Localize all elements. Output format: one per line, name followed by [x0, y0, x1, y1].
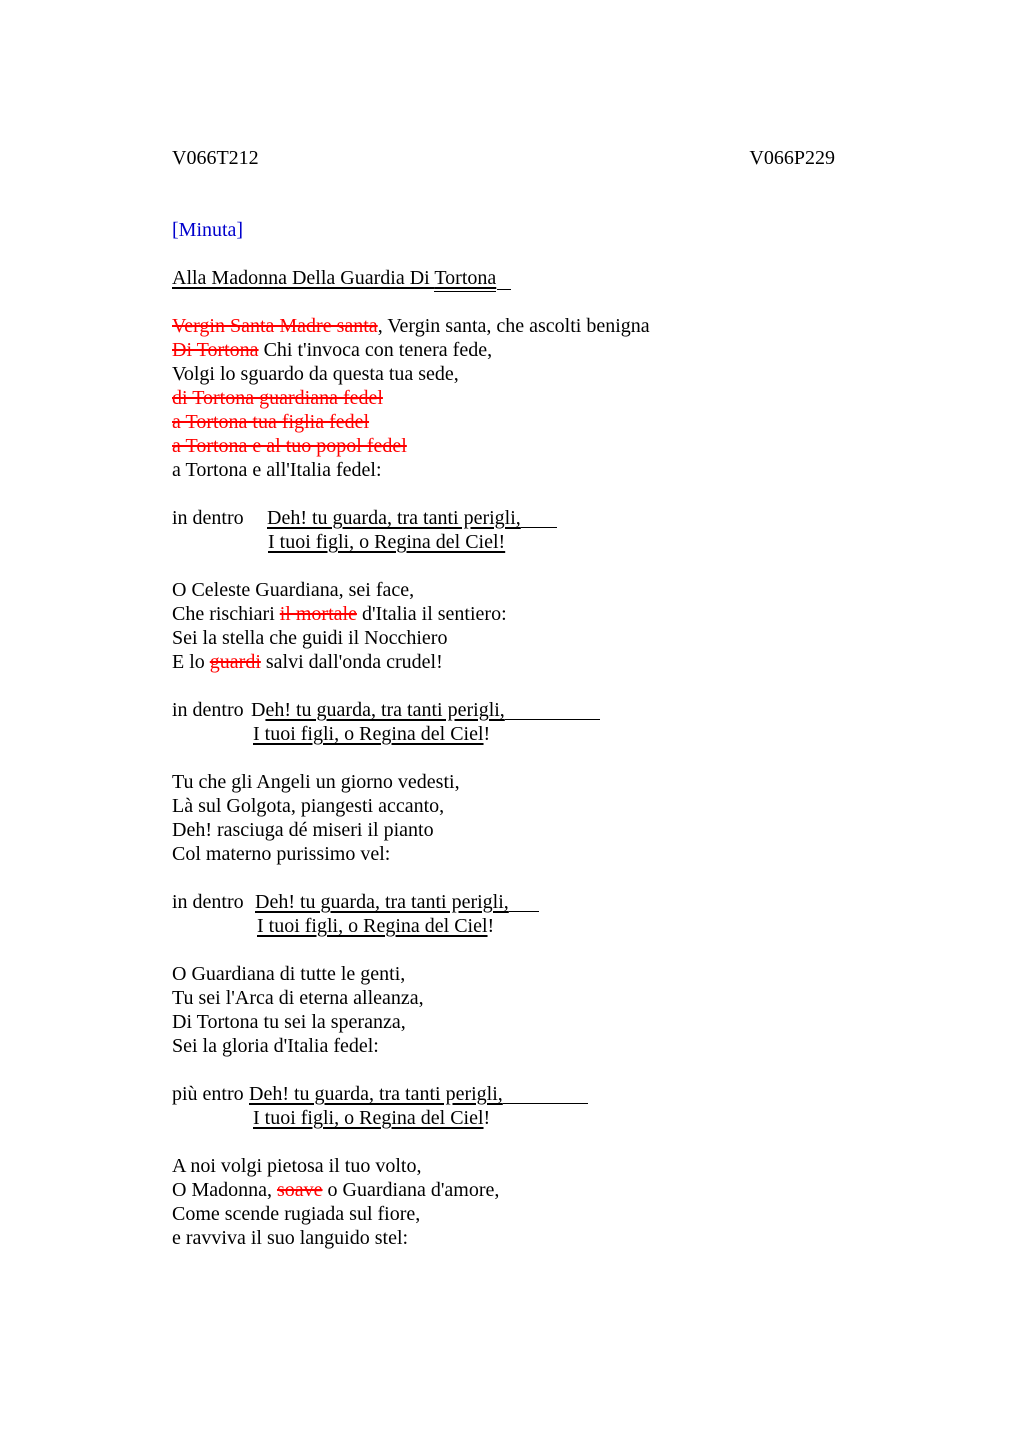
deleted-text: Vergin Santa Madre santa — [172, 315, 378, 337]
poem-line — [172, 1034, 872, 1058]
poem-line — [172, 722, 872, 746]
deleted-text: il mortale — [279, 603, 357, 625]
text-run: ! — [483, 1107, 491, 1129]
text-run: O Guardiana di tutte le genti, — [172, 963, 406, 985]
deleted-text: soave — [276, 1179, 323, 1201]
text-run: E lo — [172, 651, 210, 673]
poem-line — [172, 962, 872, 986]
verse-block — [172, 578, 872, 674]
poem-line — [172, 410, 872, 434]
refrain-block — [172, 698, 872, 746]
poem-line — [172, 386, 872, 410]
title-text — [172, 267, 496, 292]
text-run: Di Tortona tu sei la speranza, — [172, 1011, 406, 1033]
document-header — [172, 146, 835, 170]
text-run: Come scende rugiada sul fiore, — [172, 1203, 421, 1225]
text-run: D — [251, 699, 266, 721]
text-run: O Celeste Guardiana, sei face, — [172, 579, 415, 601]
poem-line — [172, 794, 872, 818]
poem-line — [172, 818, 872, 842]
poem-line — [172, 650, 872, 674]
deleted-text: a Tortona tua figlia fedel — [172, 411, 370, 433]
refrain-cue: in dentro — [172, 699, 244, 721]
underlined-text: I tuoi figli, o Regina del Ciel! — [268, 531, 506, 553]
poem-line — [172, 458, 872, 482]
text-run: Sei la stella che guidi il Nocchiero — [172, 627, 448, 649]
poem-line — [172, 1010, 872, 1034]
poem-line — [172, 362, 872, 386]
deleted-text: guardi — [209, 651, 261, 673]
poem-line — [172, 770, 872, 794]
header-left-code: V066T212 — [172, 147, 259, 169]
poem-line — [172, 338, 872, 362]
refrain-cue: in dentro — [172, 507, 244, 529]
text-run: Sei la gloria d'Italia fedel: — [172, 1035, 379, 1057]
underlined-text: Deh! tu guarda, tra tanti perigli, — [249, 1083, 503, 1105]
poem-line — [172, 1082, 872, 1106]
refrain-cue: in dentro — [172, 891, 244, 913]
poem-line — [172, 602, 872, 626]
refrain-block — [172, 890, 872, 938]
text-run: ! — [483, 723, 491, 745]
refrain-cue: più entro — [172, 1083, 244, 1105]
verse-block — [172, 962, 872, 1058]
underline-extension — [521, 526, 557, 528]
poem-line — [172, 530, 872, 554]
document-title — [172, 266, 872, 290]
refrain-block — [172, 506, 872, 554]
poem-line — [172, 1226, 872, 1250]
poem-line — [172, 506, 872, 530]
poem-line — [172, 986, 872, 1010]
poem-line — [172, 1106, 872, 1130]
verse-block — [172, 1154, 872, 1250]
text-run: Chi t'invoca con tenera fede, — [258, 339, 493, 361]
underlined-text: I tuoi figli, o Regina del Ciel — [257, 915, 488, 937]
poem-line — [172, 914, 872, 938]
poem-line — [172, 1178, 872, 1202]
deleted-text: a Tortona e al tuo popol fedel — [172, 435, 407, 457]
poem-line — [172, 890, 872, 914]
text-run: e ravviva il suo languido stel: — [172, 1227, 409, 1249]
poem-line — [172, 698, 872, 722]
underlined-text: Deh! tu guarda, tra tanti perigli, — [267, 507, 521, 529]
header-right-code: V066P229 — [749, 147, 835, 169]
underlined-text: eh! tu guarda, tra tanti perigli, — [265, 699, 505, 721]
text-run: Volgi lo sguardo da questa tua sede, — [172, 363, 459, 385]
text-run: A noi volgi pietosa il tuo volto, — [172, 1155, 422, 1177]
text-run: Deh! rasciuga dé miseri il pianto — [172, 819, 434, 841]
text-run: , Vergin santa, che ascolti benigna — [377, 315, 650, 337]
minuta-label: [Minuta] — [172, 219, 244, 241]
underline-extension — [505, 718, 600, 720]
text-run: d'Italia il sentiero: — [356, 603, 507, 625]
verse-block — [172, 770, 872, 866]
poem-line — [172, 314, 872, 338]
text-run: Tu sei l'Arca di eterna alleanza, — [172, 987, 424, 1009]
poem-line — [172, 578, 872, 602]
poem-line — [172, 842, 872, 866]
underline-extension — [509, 910, 539, 912]
poem-line — [172, 626, 872, 650]
underlined-text: I tuoi figli, o Regina del Ciel — [253, 1107, 484, 1129]
poem-line — [172, 1154, 872, 1178]
title-main-text: Alla Madonna Della Guardia Di — [172, 267, 435, 289]
refrain-block — [172, 1082, 872, 1130]
deleted-text: di Tortona guardiana fedel — [172, 387, 383, 409]
underlined-text: Deh! tu guarda, tra tanti perigli, — [255, 891, 509, 913]
text-run: Che rischiari — [172, 603, 280, 625]
underlined-text: I tuoi figli, o Regina del Ciel — [253, 723, 484, 745]
verse-block — [172, 314, 872, 482]
underline-extension — [497, 288, 511, 290]
text-run: salvi dall'onda crudel! — [260, 651, 443, 673]
underline-extension — [503, 1102, 588, 1104]
poem-line — [172, 434, 872, 458]
text-run: Tu che gli Angeli un giorno vedesti, — [172, 771, 460, 793]
text-run: ! — [487, 915, 495, 937]
poem — [172, 314, 872, 1250]
title-emph-word: Tortona — [434, 267, 496, 292]
document-content — [172, 146, 872, 1250]
text-run: O Madonna, — [172, 1179, 277, 1201]
poem-line — [172, 1202, 872, 1226]
text-run: Là sul Golgota, piangesti accanto, — [172, 795, 445, 817]
text-run: o Guardiana d'amore, — [322, 1179, 500, 1201]
text-run: a Tortona e all'Italia fedel: — [172, 459, 382, 481]
text-run: Col materno purissimo vel: — [172, 843, 391, 865]
deleted-text: Di Tortona — [172, 339, 259, 361]
